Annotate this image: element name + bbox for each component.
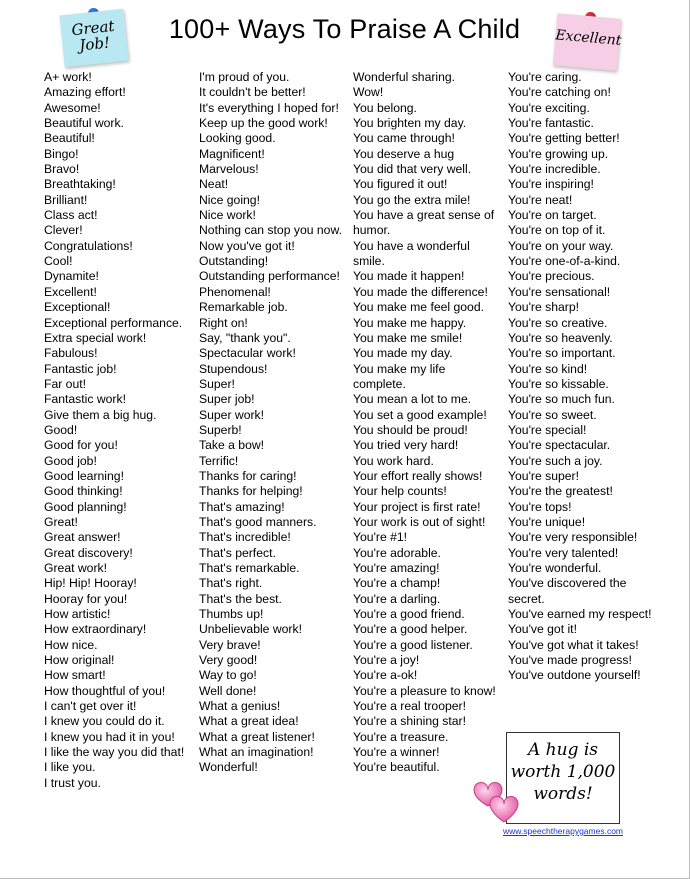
praise-phrase: You make me feel good. xyxy=(353,300,484,315)
praise-phrase: I'm proud of you. xyxy=(199,70,290,84)
praise-phrase: Good learning! xyxy=(44,468,124,483)
praise-phrase: Nice going! xyxy=(199,192,260,207)
praise-phrase: You're adorable. xyxy=(353,545,441,560)
praise-phrase: Bingo! xyxy=(44,146,79,161)
praise-phrase: You brighten my day. xyxy=(353,116,467,131)
praise-phrase: You're catching on! xyxy=(508,85,611,100)
praise-phrase: You're growing up. xyxy=(508,146,609,161)
praise-phrase: I knew you could do it. xyxy=(44,714,165,729)
praise-phrase: Super work! xyxy=(199,407,265,422)
page-title: 100+ Ways To Praise A Child xyxy=(168,14,521,44)
praise-phrase: You're so important. xyxy=(508,346,616,361)
praise-phrase: You've earned my respect! xyxy=(508,607,652,622)
praise-phrase: Exceptional performance. xyxy=(44,315,183,330)
praise-phrase: That's incredible! xyxy=(199,530,291,545)
praise-phrase: You're so heavenly. xyxy=(508,330,613,345)
praise-phrase: How extraordinary! xyxy=(44,622,147,637)
praise-phrase: You've made progress! xyxy=(508,653,632,668)
praise-phrase: You're a-ok! xyxy=(353,668,418,683)
praise-phrase: Remarkable job. xyxy=(199,300,288,315)
praise-phrase: Stupendous! xyxy=(199,361,268,376)
praise-phrase: I can't get over it! xyxy=(44,699,137,714)
praise-phrase: Unbelievable work! xyxy=(199,622,302,637)
praise-phrase: You have a great sense of humor. xyxy=(353,208,495,238)
praise-phrase: You make me happy. xyxy=(353,315,467,330)
praise-phrase: Exceptional! xyxy=(44,300,111,315)
praise-phrase: Breathtaking! xyxy=(44,177,116,192)
excellent-sticky-note: Excellent xyxy=(553,13,621,70)
praise-column-2 xyxy=(199,70,347,776)
praise-phrase: Phenomenal! xyxy=(199,284,271,299)
praise-phrase: I like the way you did that! xyxy=(44,745,185,760)
praise-phrase: You should be proud! xyxy=(353,422,468,437)
praise-phrase: Way to go! xyxy=(199,668,257,683)
praise-phrase: You did that very well. xyxy=(353,162,472,177)
praise-column-1 xyxy=(44,70,192,791)
praise-phrase: You're a good listener. xyxy=(353,637,473,652)
praise-phrase: Congratulations! xyxy=(44,238,133,253)
praise-phrase: Looking good. xyxy=(199,131,276,146)
praise-phrase: You're a treasure. xyxy=(353,729,449,744)
website-link[interactable]: www.speechtherapygames.com xyxy=(503,826,624,836)
praise-phrase: Amazing effort! xyxy=(44,85,126,100)
praise-phrase: You're a champ! xyxy=(353,576,441,591)
praise-phrase: Dynamite! xyxy=(44,269,99,284)
praise-phrase: Wow! xyxy=(353,85,384,100)
praise-phrase: Good planning! xyxy=(44,499,127,514)
praise-phrase: You made it happen! xyxy=(353,269,465,284)
praise-phrase: Give them a big hug. xyxy=(44,407,157,422)
praise-phrase: You're caring. xyxy=(508,70,582,84)
praise-phrase: Great! xyxy=(44,514,78,529)
praise-phrase: You're a joy! xyxy=(353,653,420,668)
praise-phrase: Beautiful work. xyxy=(44,116,124,131)
praise-phrase: Good job! xyxy=(44,453,97,468)
praise-phrase: You're precious. xyxy=(508,269,595,284)
praise-phrase: That's perfect. xyxy=(199,545,276,560)
praise-phrase: It couldn't be better! xyxy=(199,85,306,100)
praise-phrase: That's good manners. xyxy=(199,514,317,529)
praise-phrase: You deserve a hug xyxy=(353,146,455,161)
praise-phrase: How nice. xyxy=(44,637,98,652)
praise-phrase: Now you've got it! xyxy=(199,238,295,253)
praise-phrase: You're #1! xyxy=(353,530,408,545)
praise-phrase: Magnificent! xyxy=(199,146,265,161)
praise-phrase: Awesome! xyxy=(44,100,101,115)
praise-phrase: You figured it out! xyxy=(353,177,448,192)
praise-phrase: Terrific! xyxy=(199,453,239,468)
praise-phrase: You're a pleasure to know! xyxy=(353,683,496,698)
praise-phrase: Thanks for caring! xyxy=(199,468,297,483)
praise-phrase: You're so creative. xyxy=(508,315,608,330)
praise-phrase: You're wonderful. xyxy=(508,561,602,575)
praise-phrase: Fabulous! xyxy=(44,346,98,361)
praise-phrase: I like you. xyxy=(44,760,96,775)
praise-phrase: Fantastic job! xyxy=(44,361,117,376)
praise-phrase: What a great idea! xyxy=(199,714,299,729)
praise-phrase: Hip! Hip! Hooray! xyxy=(44,576,137,591)
praise-phrase: A+ work! xyxy=(44,70,92,84)
hug-quote-box: A hug is worth 1,000 words! xyxy=(506,732,620,824)
praise-column-4 xyxy=(508,70,656,684)
praise-phrase: Very brave! xyxy=(199,637,261,652)
praise-phrase: Brilliant! xyxy=(44,192,88,207)
praise-phrase: Hooray for you! xyxy=(44,591,128,606)
praise-phrase: You made my day. xyxy=(353,346,453,361)
praise-phrase: It's everything I hoped for! xyxy=(199,100,339,115)
praise-phrase: You're a shining star! xyxy=(353,714,466,729)
praise-phrase: You make me smile! xyxy=(353,330,463,345)
praise-phrase: You're one-of-a-kind. xyxy=(508,254,621,269)
praise-phrase: I knew you had it in you! xyxy=(44,729,175,744)
praise-phrase: What a genius! xyxy=(199,699,281,714)
praise-phrase: Good! xyxy=(44,422,78,437)
praise-phrase: Great discovery! xyxy=(44,545,133,560)
praise-phrase: Nothing can stop you now. xyxy=(199,223,342,238)
praise-phrase: Super! xyxy=(199,376,235,391)
praise-phrase: How artistic! xyxy=(44,607,111,622)
great-job-sticky-note: Great Job! xyxy=(59,9,128,67)
praise-phrase: Neat! xyxy=(199,177,229,192)
praise-phrase: Your help counts! xyxy=(353,484,447,499)
praise-phrase: Thumbs up! xyxy=(199,607,264,622)
praise-phrase: What an imagination! xyxy=(199,745,314,760)
praise-phrase: Right on! xyxy=(199,315,248,330)
praise-phrase: You work hard. xyxy=(353,453,434,468)
praise-phrase: You're exciting. xyxy=(508,100,590,115)
praise-phrase: You're neat! xyxy=(508,192,573,207)
praise-phrase: You're such a joy. xyxy=(508,453,603,468)
praise-phrase: Beautiful! xyxy=(44,131,95,146)
praise-phrase: You're on top of it. xyxy=(508,223,606,238)
praise-phrase: You have a wonderful smile. xyxy=(353,238,470,269)
praise-phrase: Superb! xyxy=(199,422,242,437)
praise-phrase: Very good! xyxy=(199,653,258,668)
praise-phrase: You're beautiful. xyxy=(353,760,440,775)
praise-phrase: You've got it! xyxy=(508,622,577,637)
praise-phrase: You're very responsible! xyxy=(508,530,638,545)
praise-phrase: Wonderful sharing. xyxy=(353,70,456,84)
praise-phrase: You're sensational! xyxy=(508,284,611,299)
praise-phrase: You made the difference! xyxy=(353,284,488,299)
praise-phrase: You're on your way. xyxy=(508,238,614,253)
praise-phrase: Class act! xyxy=(44,208,98,223)
praise-phrase: You came through! xyxy=(353,131,455,146)
praise-phrase: You're a darling. xyxy=(353,591,441,606)
praise-phrase: You're so sweet. xyxy=(508,407,597,422)
praise-phrase: You make my life complete. xyxy=(353,361,446,391)
praise-phrase: You tried very hard! xyxy=(353,438,459,453)
praise-phrase: You're very talented! xyxy=(508,545,619,560)
praise-phrase: Nice work! xyxy=(199,208,256,223)
praise-phrase: Well done! xyxy=(199,683,257,698)
praise-phrase: You're inspiring! xyxy=(508,177,594,192)
pink-hearts-icon xyxy=(468,772,528,832)
praise-phrase: You're so kind! xyxy=(508,361,588,376)
praise-phrase: Good thinking! xyxy=(44,484,123,499)
praise-phrase: Wonderful! xyxy=(199,760,258,775)
praise-phrase: You're sharp! xyxy=(508,300,579,315)
praise-phrase: Clever! xyxy=(44,223,83,238)
praise-phrase: Your effort really shows! xyxy=(353,468,483,483)
praise-phrase: You belong. xyxy=(353,100,417,115)
praise-phrase: That's right. xyxy=(199,576,263,591)
praise-phrase: How smart! xyxy=(44,668,106,683)
praise-phrase: Your work is out of sight! xyxy=(353,514,486,529)
praise-phrase: You're amazing! xyxy=(353,561,440,575)
praise-phrase: You've outdone yourself! xyxy=(508,668,641,683)
praise-phrase: Outstanding performance! xyxy=(199,269,340,284)
praise-phrase: What a great listener! xyxy=(199,729,315,744)
praise-phrase: You're incredible. xyxy=(508,162,601,177)
praise-phrase: Outstanding! xyxy=(199,254,269,269)
praise-phrase: Extra special work! xyxy=(44,330,147,345)
praise-phrase: Marvelous! xyxy=(199,162,259,177)
praise-phrase: Excellent! xyxy=(44,284,97,299)
praise-phrase: Thanks for helping! xyxy=(199,484,303,499)
praise-phrase: You're fantastic. xyxy=(508,116,594,131)
praise-phrase: You're getting better! xyxy=(508,131,620,146)
praise-phrase: You've discovered the secret. xyxy=(508,576,627,606)
praise-phrase: You're so much fun. xyxy=(508,392,615,407)
praise-phrase: Say, "thank you". xyxy=(199,330,291,345)
praise-phrase: You're super! xyxy=(508,468,579,483)
praise-phrase: You're so kissable. xyxy=(508,376,609,391)
praise-phrase: That's remarkable. xyxy=(199,561,300,575)
praise-phrase: Fantastic work! xyxy=(44,392,126,407)
praise-phrase: You're unique! xyxy=(508,514,586,529)
praise-phrase: You go the extra mile! xyxy=(353,192,471,207)
praise-column-3 xyxy=(353,70,501,776)
praise-phrase: You're the greatest! xyxy=(508,484,613,499)
praise-phrase: Your project is first rate! xyxy=(353,499,481,514)
praise-phrase: You're a good helper. xyxy=(353,622,468,637)
praise-phrase: You're spectacular. xyxy=(508,438,611,453)
praise-phrase: That's the best. xyxy=(199,591,282,606)
praise-phrase: You're a good friend. xyxy=(353,607,465,622)
praise-phrase: That's amazing! xyxy=(199,499,285,514)
praise-phrase: Cool! xyxy=(44,254,73,269)
praise-phrase: Keep up the good work! xyxy=(199,116,328,131)
praise-phrase: Great answer! xyxy=(44,530,121,545)
praise-phrase: Far out! xyxy=(44,376,86,391)
praise-phrase: You're tops! xyxy=(508,499,572,514)
praise-phrase: Spectacular work! xyxy=(199,346,296,361)
praise-phrase: I trust you. xyxy=(44,775,101,790)
praise-phrase: Take a bow! xyxy=(199,438,265,453)
praise-phrase: Super job! xyxy=(199,392,255,407)
praise-phrase: Bravo! xyxy=(44,162,80,177)
praise-phrase: Great work! xyxy=(44,561,107,575)
praise-phrase: You're special! xyxy=(508,422,587,437)
praise-phrase: You're a real trooper! xyxy=(353,699,466,714)
praise-phrase: You're a winner! xyxy=(353,745,440,760)
praise-phrase: You set a good example! xyxy=(353,407,487,422)
praise-phrase: You mean a lot to me. xyxy=(353,392,472,407)
praise-phrase: You're on target. xyxy=(508,208,597,223)
praise-phrase: How thoughtful of you! xyxy=(44,683,166,698)
praise-phrase: You've got what it takes! xyxy=(508,637,639,652)
praise-phrase: Good for you! xyxy=(44,438,118,453)
praise-phrase: How original! xyxy=(44,653,115,668)
